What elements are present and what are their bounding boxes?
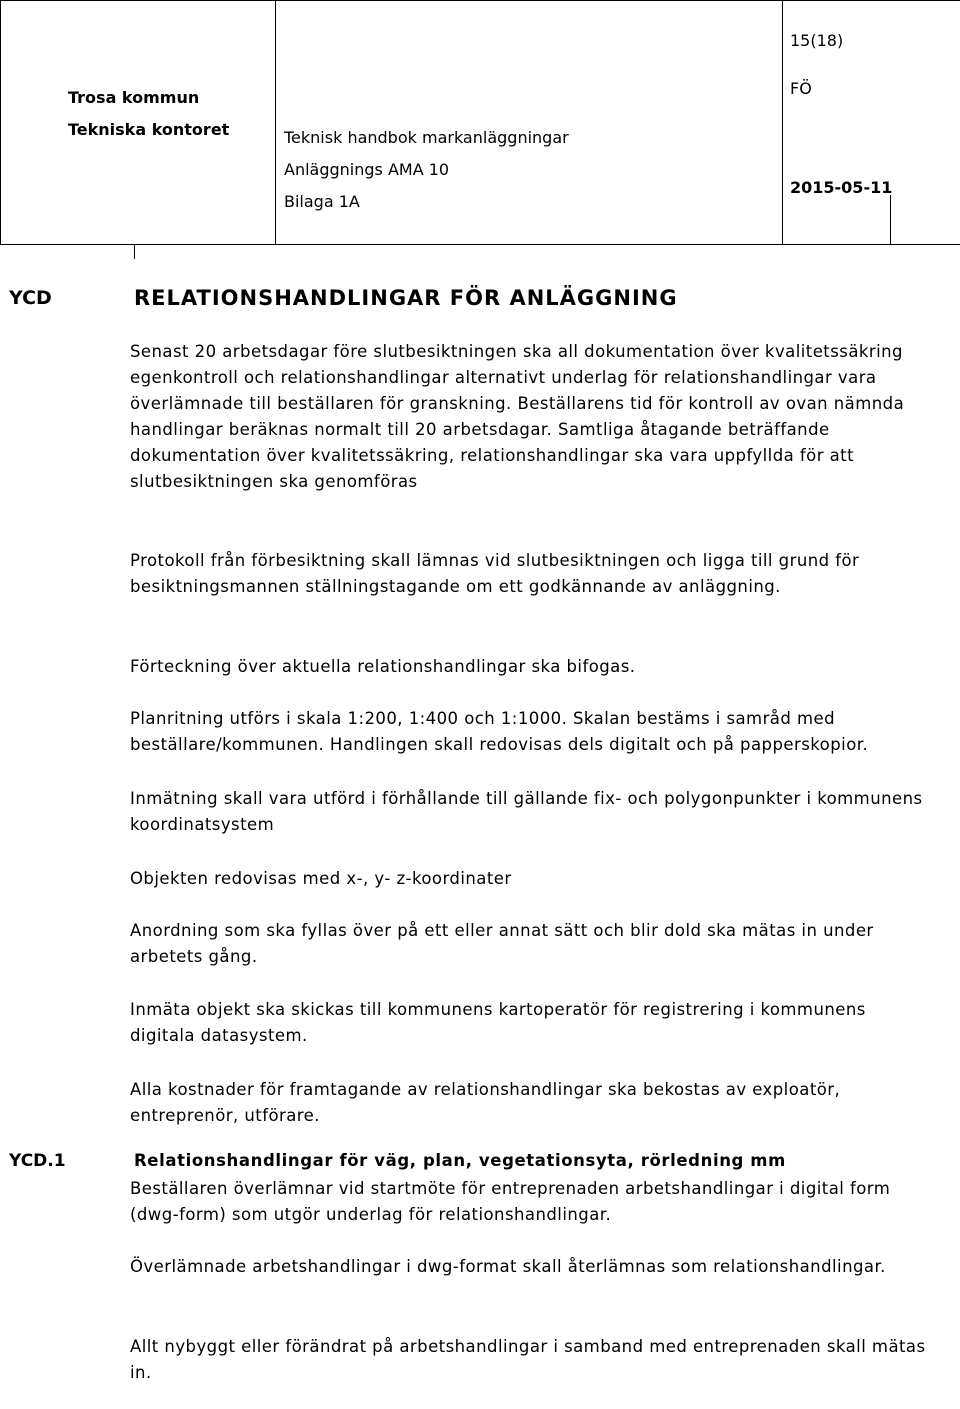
handbook-title: Teknisk handbok markanläggningar bbox=[284, 128, 569, 147]
section-title: RELATIONSHANDLINGAR FÖR ANLÄGGNING bbox=[134, 286, 678, 310]
page-number: 15(18) bbox=[790, 31, 844, 50]
section-title: Relationshandlingar för väg, plan, vegetationsyta, rörledning mm bbox=[134, 1151, 786, 1170]
paragraph: Protokoll från förbesiktning skall lämnas vid slutbesiktningen och ligga till grund för besiktningsmannen ställningstagande om ett godkännande av anläggning. bbox=[130, 551, 860, 596]
header-divider-left bbox=[275, 0, 276, 245]
paragraph: Allt nybyggt eller förändrat på arbetshandlingar i samband med entreprenaden skall mätas in. bbox=[130, 1337, 926, 1382]
appendix-label: Bilaga 1A bbox=[284, 192, 360, 211]
standard-name: Anläggnings AMA 10 bbox=[284, 160, 450, 179]
header-left-border bbox=[0, 0, 1, 245]
paragraph: Objekten redovisas med x-, y- z-koordinater bbox=[130, 869, 512, 888]
header-date-tick bbox=[890, 195, 891, 245]
header-column-tick bbox=[134, 245, 135, 259]
document-date: 2015-05-11 bbox=[790, 178, 893, 197]
paragraph: Beställaren överlämnar vid startmöte för entreprenaden arbetshandlingar i digital form (dwg-form) som utgör underlag för relationshandlingar. bbox=[130, 1179, 891, 1224]
section-code: YCD.1 bbox=[9, 1151, 66, 1171]
paragraph: Planritning utförs i skala 1:200, 1:400 och 1:1000. Skalan bestäms i samråd med beställare/kommunen. Handlingen skall redovisas dels digitalt och på papperskopior. bbox=[130, 709, 869, 754]
paragraph: Senast 20 arbetsdagar före slutbesiktningen ska all dokumentation över kvalitetssäkring egenkontroll och relationshandlingar alternativt underlag för relationshandlingar vara överlämnade till beställaren för granskning. Beställarens tid för kontroll av ovan nämnda handlingar beräknas normalt till 20 arbetsdagar. Samtliga åtagande beträffande dokumentation över kvalitetssäkring, relationshandlingar ska vara uppfyllda för att slutbesiktningen ska genomföras bbox=[130, 342, 905, 491]
paragraph: Inmäta objekt ska skickas till kommunens kartoperatör för registrering i kommunens digitala datasystem. bbox=[130, 1000, 866, 1045]
document-code: FÖ bbox=[790, 79, 812, 98]
header-divider-right bbox=[782, 0, 783, 245]
header-bottom-border bbox=[0, 244, 960, 245]
paragraph: Anordning som ska fyllas över på ett eller annat sätt och blir dold ska mätas in under arbetets gång. bbox=[130, 921, 874, 966]
paragraph: Förteckning över aktuella relationshandlingar ska bifogas. bbox=[130, 657, 636, 676]
paragraph: Alla kostnader för framtagande av relationshandlingar ska bekostas av exploatör, entreprenör, utförare. bbox=[130, 1080, 841, 1125]
department-name: Tekniska kontoret bbox=[68, 120, 230, 139]
header-top-border bbox=[0, 0, 960, 1]
paragraph: Inmätning skall vara utförd i förhållande till gällande fix- och polygonpunkter i kommunens koordinatsystem bbox=[130, 789, 923, 834]
section-code: YCD bbox=[9, 287, 52, 309]
paragraph: Överlämnade arbetshandlingar i dwg-format skall återlämnas som relationshandlingar. bbox=[130, 1257, 886, 1276]
organization-name: Trosa kommun bbox=[68, 88, 200, 107]
